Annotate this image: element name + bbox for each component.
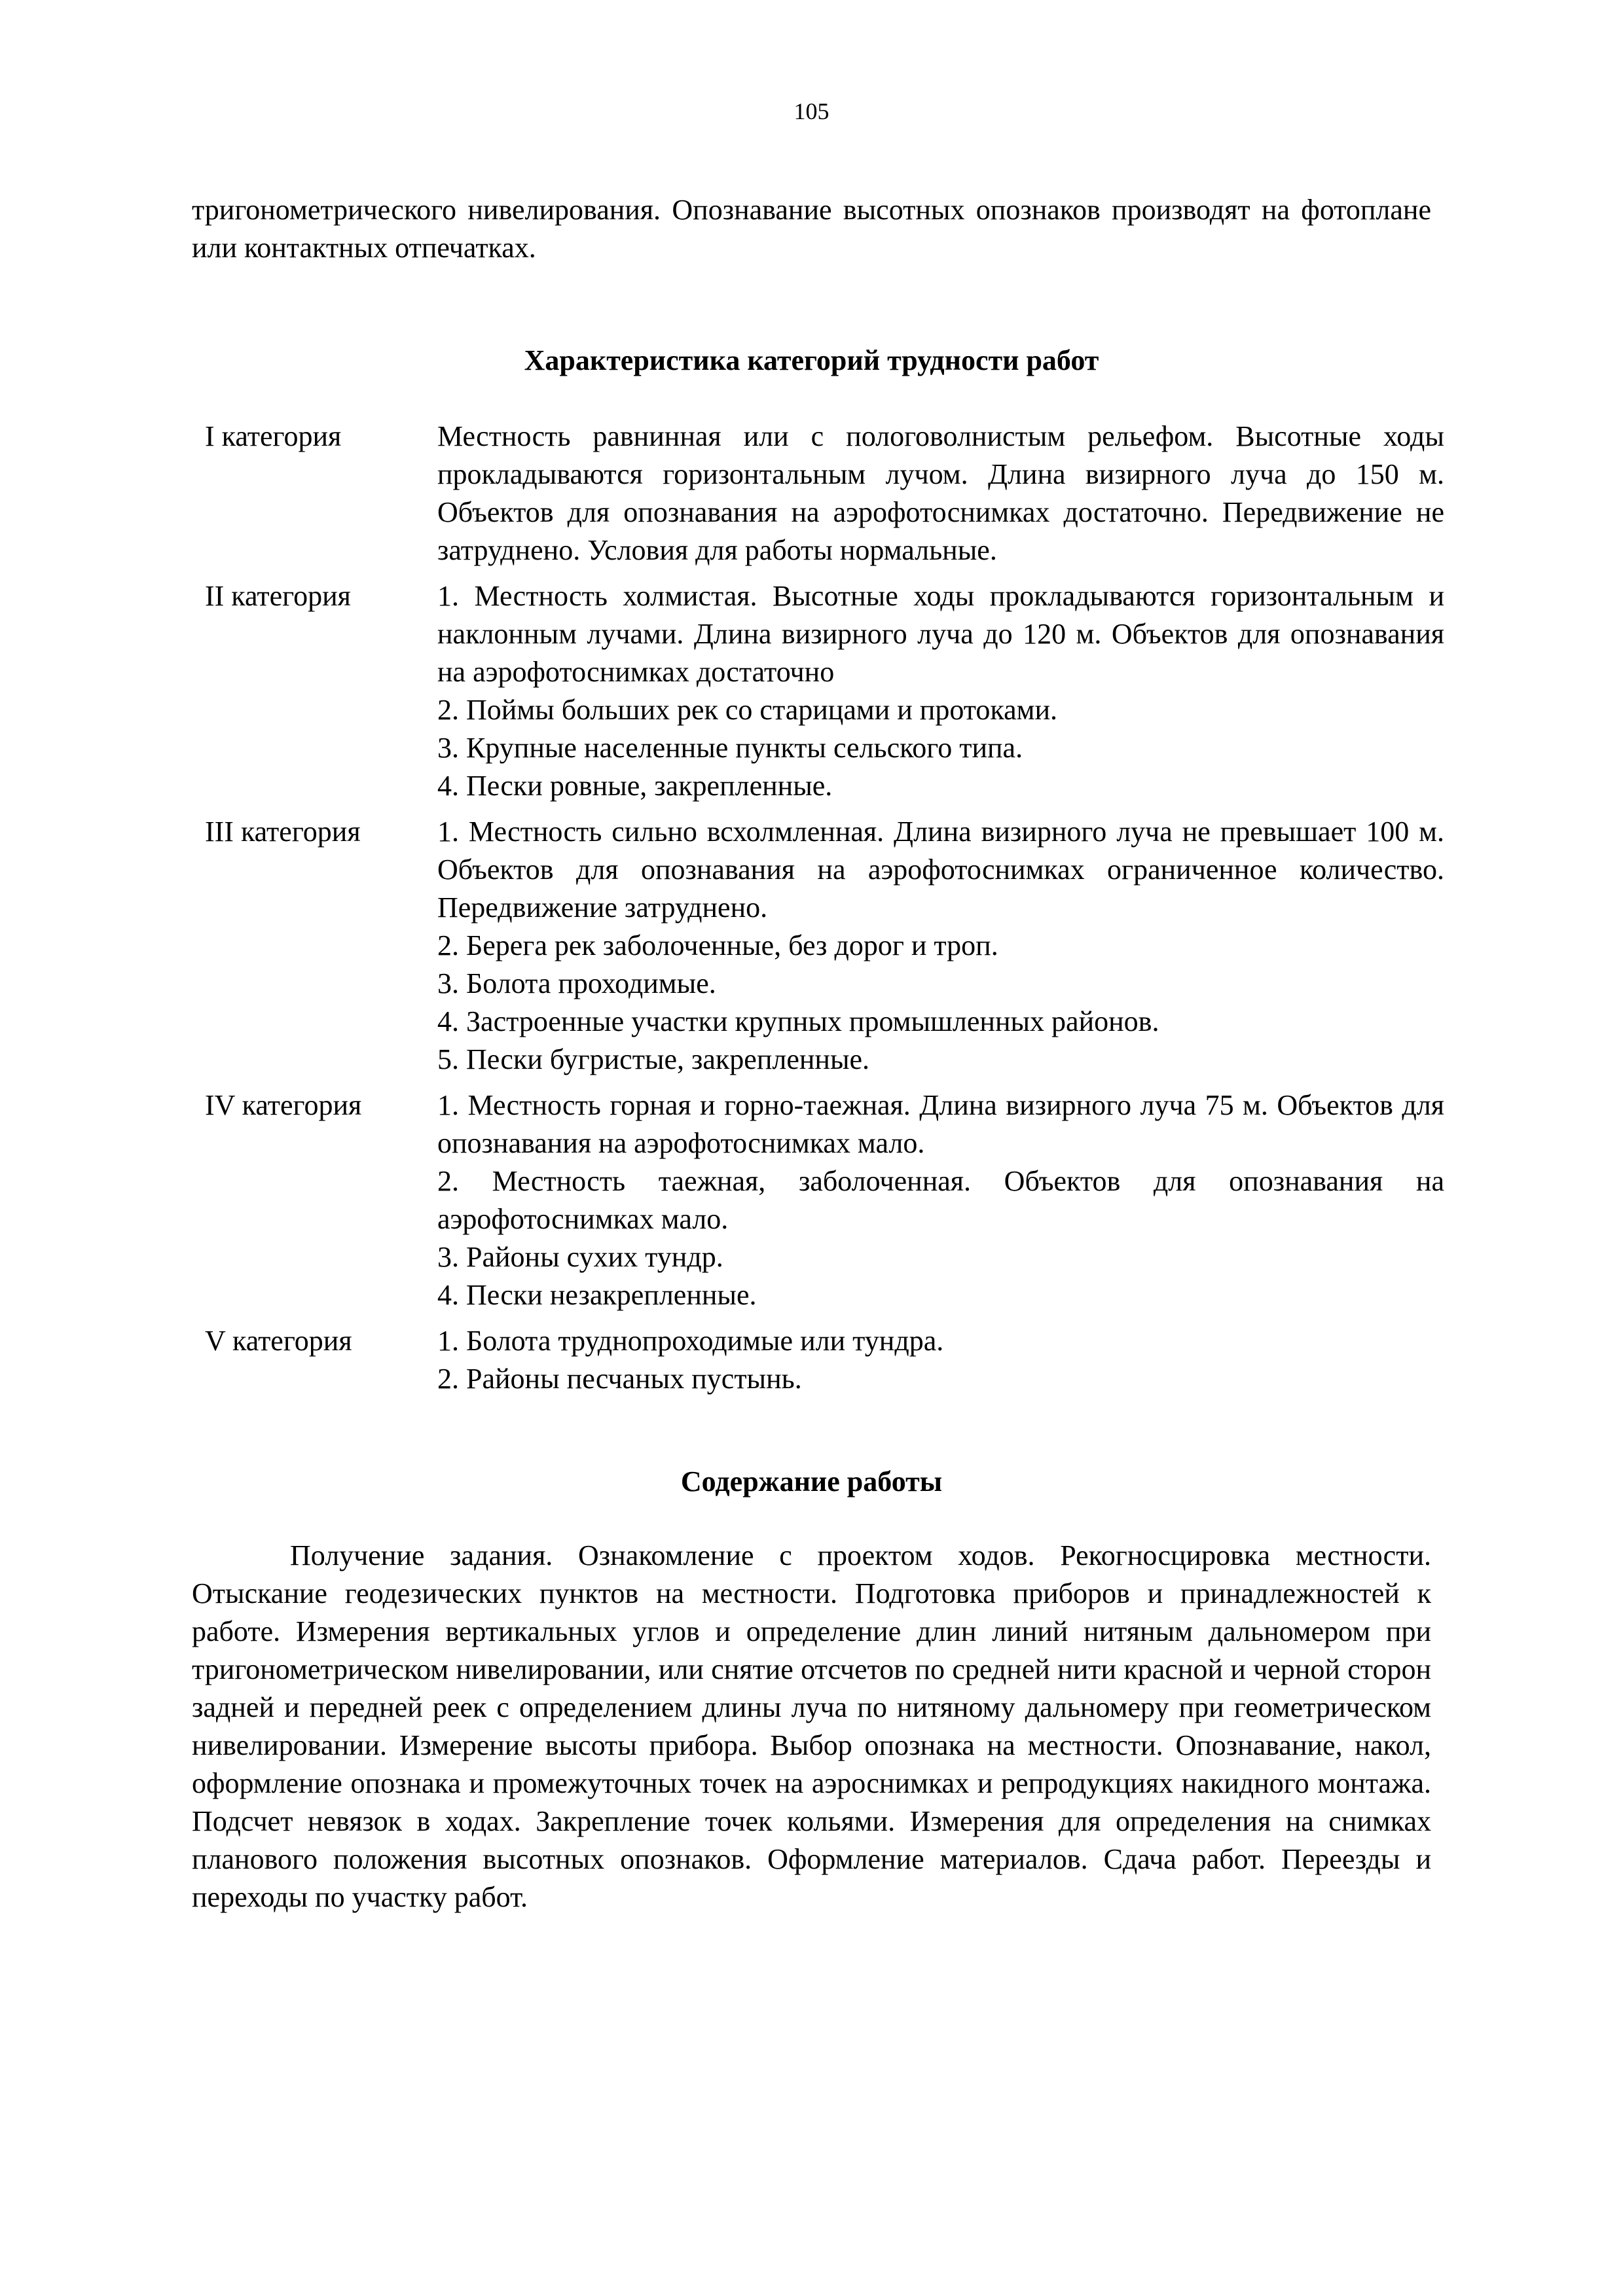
- category-row: [205, 813, 1444, 1079]
- category-item: 2. Районы песчаных пустынь.: [437, 1363, 802, 1395]
- category-item: 1. Местность холмистая. Высотные ходы прокладываются горизонтальным и наклонным лучами. Длина визирного луча до 120 м. Объектов для опознавания на аэрофотоснимках достаточно: [437, 580, 1444, 688]
- category-item: 4. Застроенные участки крупных промышленных районов.: [437, 1005, 1159, 1037]
- section-title-categories: Характеристика категорий трудности работ: [524, 344, 1099, 376]
- category-item: 3. Крупные населенные пункты сельского типа.: [437, 732, 1023, 764]
- category-row: [205, 418, 1444, 569]
- section-title-content: Содержание работы: [680, 1465, 943, 1498]
- category-item: 1. Болота труднопроходимые или тундра.: [437, 1325, 944, 1357]
- category-name: I категория: [205, 420, 342, 452]
- category-row: [205, 1322, 1444, 1398]
- category-item: 1. Местность горная и горно-таежная. Длина визирного луча 75 м. Объектов для опознавания на аэрофотоснимках мало.: [437, 1089, 1444, 1159]
- category-description: [437, 813, 1444, 1079]
- category-description: [437, 1086, 1444, 1314]
- category-name: V категория: [205, 1325, 352, 1357]
- category-item: 4. Пески ровные, закрепленные.: [437, 770, 833, 802]
- category-item: Местность равнинная или с пологоволнистым рельефом. Высотные ходы прокладываются горизонтальным лучом. Длина визирного луча до 150 м. Объектов для опознавания на аэрофотоснимках достаточно. Передвижение не затруднено. Условия для работы нормальные.: [437, 420, 1444, 566]
- categories-table: [205, 418, 1444, 1406]
- category-description: [437, 418, 1444, 569]
- category-item: 2. Берега рек заболоченные, без дорог и троп.: [437, 929, 998, 961]
- category-item: 4. Пески незакрепленные.: [437, 1279, 757, 1311]
- page-number: 105: [793, 98, 830, 124]
- category-name: III категория: [205, 816, 361, 848]
- category-row: [205, 1086, 1444, 1314]
- intro-paragraph: тригонометрического нивелирования. Опознавание высотных опознаков производят на фотоплане или контактных отпечатках.: [192, 194, 1431, 264]
- category-item: 3. Районы сухих тундр.: [437, 1241, 723, 1273]
- category-description: [437, 1322, 1444, 1398]
- category-item: 3. Болота проходимые.: [437, 967, 716, 999]
- category-description: [437, 577, 1444, 805]
- content-paragraph: Получение задания. Ознакомление с проектом ходов. Рекогносцировка местности. Отыскание геодезических пунктов на местности. Подготовка приборов и принадлежностей к работе. Измерения вертикальных углов и определение длин линий нитяным дальномером при тригонометрическом нивелировании, или снятие отсчетов по средней нити красной и черной сторон задней и передней реек с определением длины луча по нитяному дальномеру при геометрическом нивелировании. Измерение высоты прибора. Выбор опознака на местности. Опознавание, накол, оформление опознака и промежуточных точек на аэроснимках и репродукциях накидного монтажа. Подсчет невязок в ходах. Закрепление точек кольями. Измерения для определения на снимках планового положения высотных опознаков. Оформление материалов. Сдача работ. Переезды и переходы по участку работ.: [192, 1539, 1431, 1913]
- category-item: 2. Поймы больших рек со старицами и протоками.: [437, 694, 1058, 726]
- category-item: 2. Местность таежная, заболоченная. Объектов для опознавания на аэрофотоснимках мало.: [437, 1165, 1444, 1235]
- category-item: 5. Пески бугристые, закрепленные.: [437, 1043, 870, 1075]
- category-item: 1. Местность сильно всхолмленная. Длина визирного луча не превышает 100 м. Объектов для опознавания на аэрофотоснимках ограниченное количество. Передвижение затруднено.: [437, 816, 1444, 924]
- category-name: IV категория: [205, 1089, 362, 1121]
- category-row: [205, 577, 1444, 805]
- category-name: II категория: [205, 580, 351, 612]
